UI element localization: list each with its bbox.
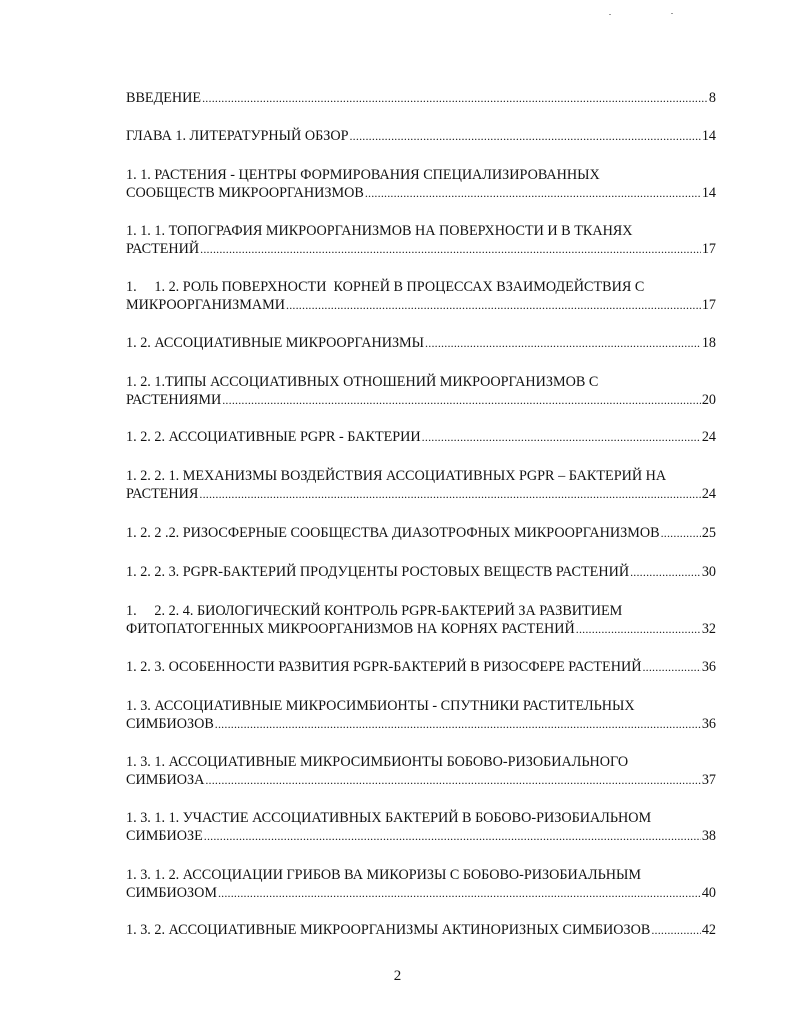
toc-entry-title-line2: РАСТЕНИЯ (126, 486, 199, 502)
toc-entry (126, 428, 716, 446)
toc-entry (126, 658, 716, 676)
toc-entry (126, 127, 716, 145)
toc-dot-leader (349, 127, 700, 145)
toc-entry-title: 1. 2. АССОЦИАТИВНЫЕ МИКРООРГАНИЗМЫ (126, 335, 425, 351)
toc-entry-page: 14 (701, 185, 716, 201)
toc-entry (126, 524, 716, 542)
toc-dot-leader (204, 827, 701, 845)
toc-entry-title-line1: 1. 2. 2. 4. БИОЛОГИЧЕСКИЙ КОНТРОЛЬ PGPR-БАКТЕРИЙ ЗА РАЗВИТИЕМ (126, 603, 623, 619)
toc-entry-page: 30 (701, 564, 716, 580)
toc-dot-leader (630, 563, 701, 581)
toc-entry-title-line2: СИМБИОЗОМ (126, 885, 217, 901)
toc-entry-page: 24 (701, 429, 716, 445)
toc-entry (126, 563, 716, 581)
toc-entry-title-line2: СИМБИОЗЕ (126, 828, 203, 844)
toc-entry (126, 921, 716, 939)
toc-entry-title-line2: СИМБИОЗОВ (126, 716, 214, 732)
toc-entry-title: 1. 2. 2. 3. PGPR-БАКТЕРИЙ ПРОДУЦЕНТЫ РОСТОВЫХ ВЕЩЕСТВ РАСТЕНИЙ (126, 564, 630, 580)
toc-entry-page: 36 (701, 659, 716, 675)
toc-entry-title-line2: РАСТЕНИЯМИ (126, 392, 222, 408)
toc-entry-page: 38 (701, 828, 716, 844)
toc-dot-leader (651, 921, 700, 939)
toc-entry-title-line1: 1. 3. 1. АССОЦИАТИВНЫЕ МИКРОСИМБИОНТЫ БОБОВО-РИЗОБИАЛЬНОГО (126, 754, 629, 770)
page-number: 2 (393, 968, 402, 984)
toc-dot-leader (425, 334, 701, 352)
toc-entry-page: 25 (701, 525, 716, 541)
toc-entry-title-line1: 1. 1. 2. РОЛЬ ПОВЕРХНОСТИ КОРНЕЙ В ПРОЦЕССАХ ВЗАИМОДЕЙСТВИЯ С (126, 279, 645, 295)
toc-entry-page: 36 (701, 716, 716, 732)
toc-entry-page: 14 (701, 128, 716, 144)
toc-entry (126, 467, 716, 503)
toc-dot-leader (642, 658, 700, 676)
toc-entry-title-line1: 1. 3. 1. 2. АССОЦИАЦИИ ГРИБОВ ВА МИКОРИЗЫ С БОБОВО-РИЗОБИАЛЬНЫМ (126, 867, 642, 883)
toc-entry (126, 809, 716, 845)
toc-entry-page: 8 (708, 90, 716, 106)
scan-speck (671, 13, 673, 14)
toc-dot-leader (365, 184, 701, 202)
toc-dot-leader (215, 715, 701, 733)
toc-dot-leader (200, 240, 701, 258)
toc-dot-leader (286, 296, 701, 314)
toc-entry (126, 334, 716, 352)
toc-entry-page: 18 (701, 335, 716, 351)
toc-entry-title: ГЛАВА 1. ЛИТЕРАТУРНЫЙ ОБЗОР (126, 128, 349, 144)
toc-entry (126, 222, 716, 258)
toc-entry-page: 17 (701, 297, 716, 313)
toc-entry-title-line1: 1. 3. 1. 1. УЧАСТИЕ АССОЦИАТИВНЫХ БАКТЕРИЙ В БОБОВО-РИЗОБИАЛЬНОМ (126, 810, 652, 826)
toc-entry-title-line1: 1. 2. 1.ТИПЫ АССОЦИАТИВНЫХ ОТНОШЕНИЙ МИКРООРГАНИЗМОВ С (126, 374, 599, 390)
toc-entry-title-line2: СИМБИОЗА (126, 772, 205, 788)
toc-entry-title: ВВЕДЕНИЕ (126, 90, 202, 106)
toc-entry (126, 373, 716, 409)
toc-dot-leader (661, 524, 701, 542)
toc-dot-leader (202, 89, 708, 107)
toc-dot-leader (222, 391, 701, 409)
toc-entry-title-line1: 1. 1. 1. ТОПОГРАФИЯ МИКРООРГАНИЗМОВ НА ПОВЕРХНОСТИ И В ТКАНЯХ (126, 223, 633, 239)
toc-entry (126, 89, 716, 107)
toc-entry (126, 278, 716, 314)
toc-entry-title: 1. 3. 2. АССОЦИАТИВНЫЕ МИКРООРГАНИЗМЫ АКТИНОРИЗНЫХ СИМБИОЗОВ (126, 922, 651, 938)
toc-entry-title: 1. 2. 2 .2. РИЗОСФЕРНЫЕ СООБЩЕСТВА ДИАЗОТРОФНЫХ МИКРООРГАНИЗМОВ (126, 525, 660, 541)
toc-dot-leader (422, 428, 701, 446)
toc-dot-leader (199, 485, 700, 503)
toc-entry-page: 20 (701, 392, 716, 408)
toc-entry-page: 32 (701, 621, 716, 637)
toc-entry (126, 753, 716, 789)
toc-dot-leader (205, 771, 700, 789)
toc-entry-title: 1. 2. 3. ОСОБЕННОСТИ РАЗВИТИЯ PGPR-БАКТЕРИЙ В РИЗОСФЕРЕ РАСТЕНИЙ (126, 659, 642, 675)
toc-dot-leader (576, 620, 701, 638)
toc-entry-page: 42 (701, 922, 716, 938)
toc-entry-page: 40 (701, 885, 716, 901)
scan-speck (609, 14, 611, 15)
toc-entry-title-line1: 1. 3. АССОЦИАТИВНЫЕ МИКРОСИМБИОНТЫ - СПУТНИКИ РАСТИТЕЛЬНЫХ (126, 698, 635, 714)
toc-entry-page: 37 (701, 772, 716, 788)
toc-entry-title-line2: МИКРООРГАНИЗМАМИ (126, 297, 285, 313)
toc-entry (126, 866, 716, 902)
toc-entry-title-line2: ФИТОПАТОГЕННЫХ МИКРООРГАНИЗМОВ НА КОРНЯХ РАСТЕНИЙ (126, 621, 575, 637)
toc-entry (126, 602, 716, 638)
toc-entry (126, 166, 716, 202)
toc-entry (126, 697, 716, 733)
toc-entry-page: 17 (701, 241, 716, 257)
toc-entry-title-line1: 1. 2. 2. 1. МЕХАНИЗМЫ ВОЗДЕЙСТВИЯ АССОЦИАТИВНЫХ PGPR – БАКТЕРИЙ НА (126, 468, 667, 484)
toc-entry-page: 24 (701, 486, 716, 502)
toc-entry-title: 1. 2. 2. АССОЦИАТИВНЫЕ PGPR - БАКТЕРИИ (126, 429, 421, 445)
toc-dot-leader (218, 884, 701, 902)
toc-entry-title-line2: СООБЩЕСТВ МИКРООРГАНИЗМОВ (126, 185, 364, 201)
toc-entry-title-line2: РАСТЕНИЙ (126, 241, 200, 257)
toc-entry-title-line1: 1. 1. РАСТЕНИЯ - ЦЕНТРЫ ФОРМИРОВАНИЯ СПЕЦИАЛИЗИРОВАННЫХ (126, 167, 600, 183)
